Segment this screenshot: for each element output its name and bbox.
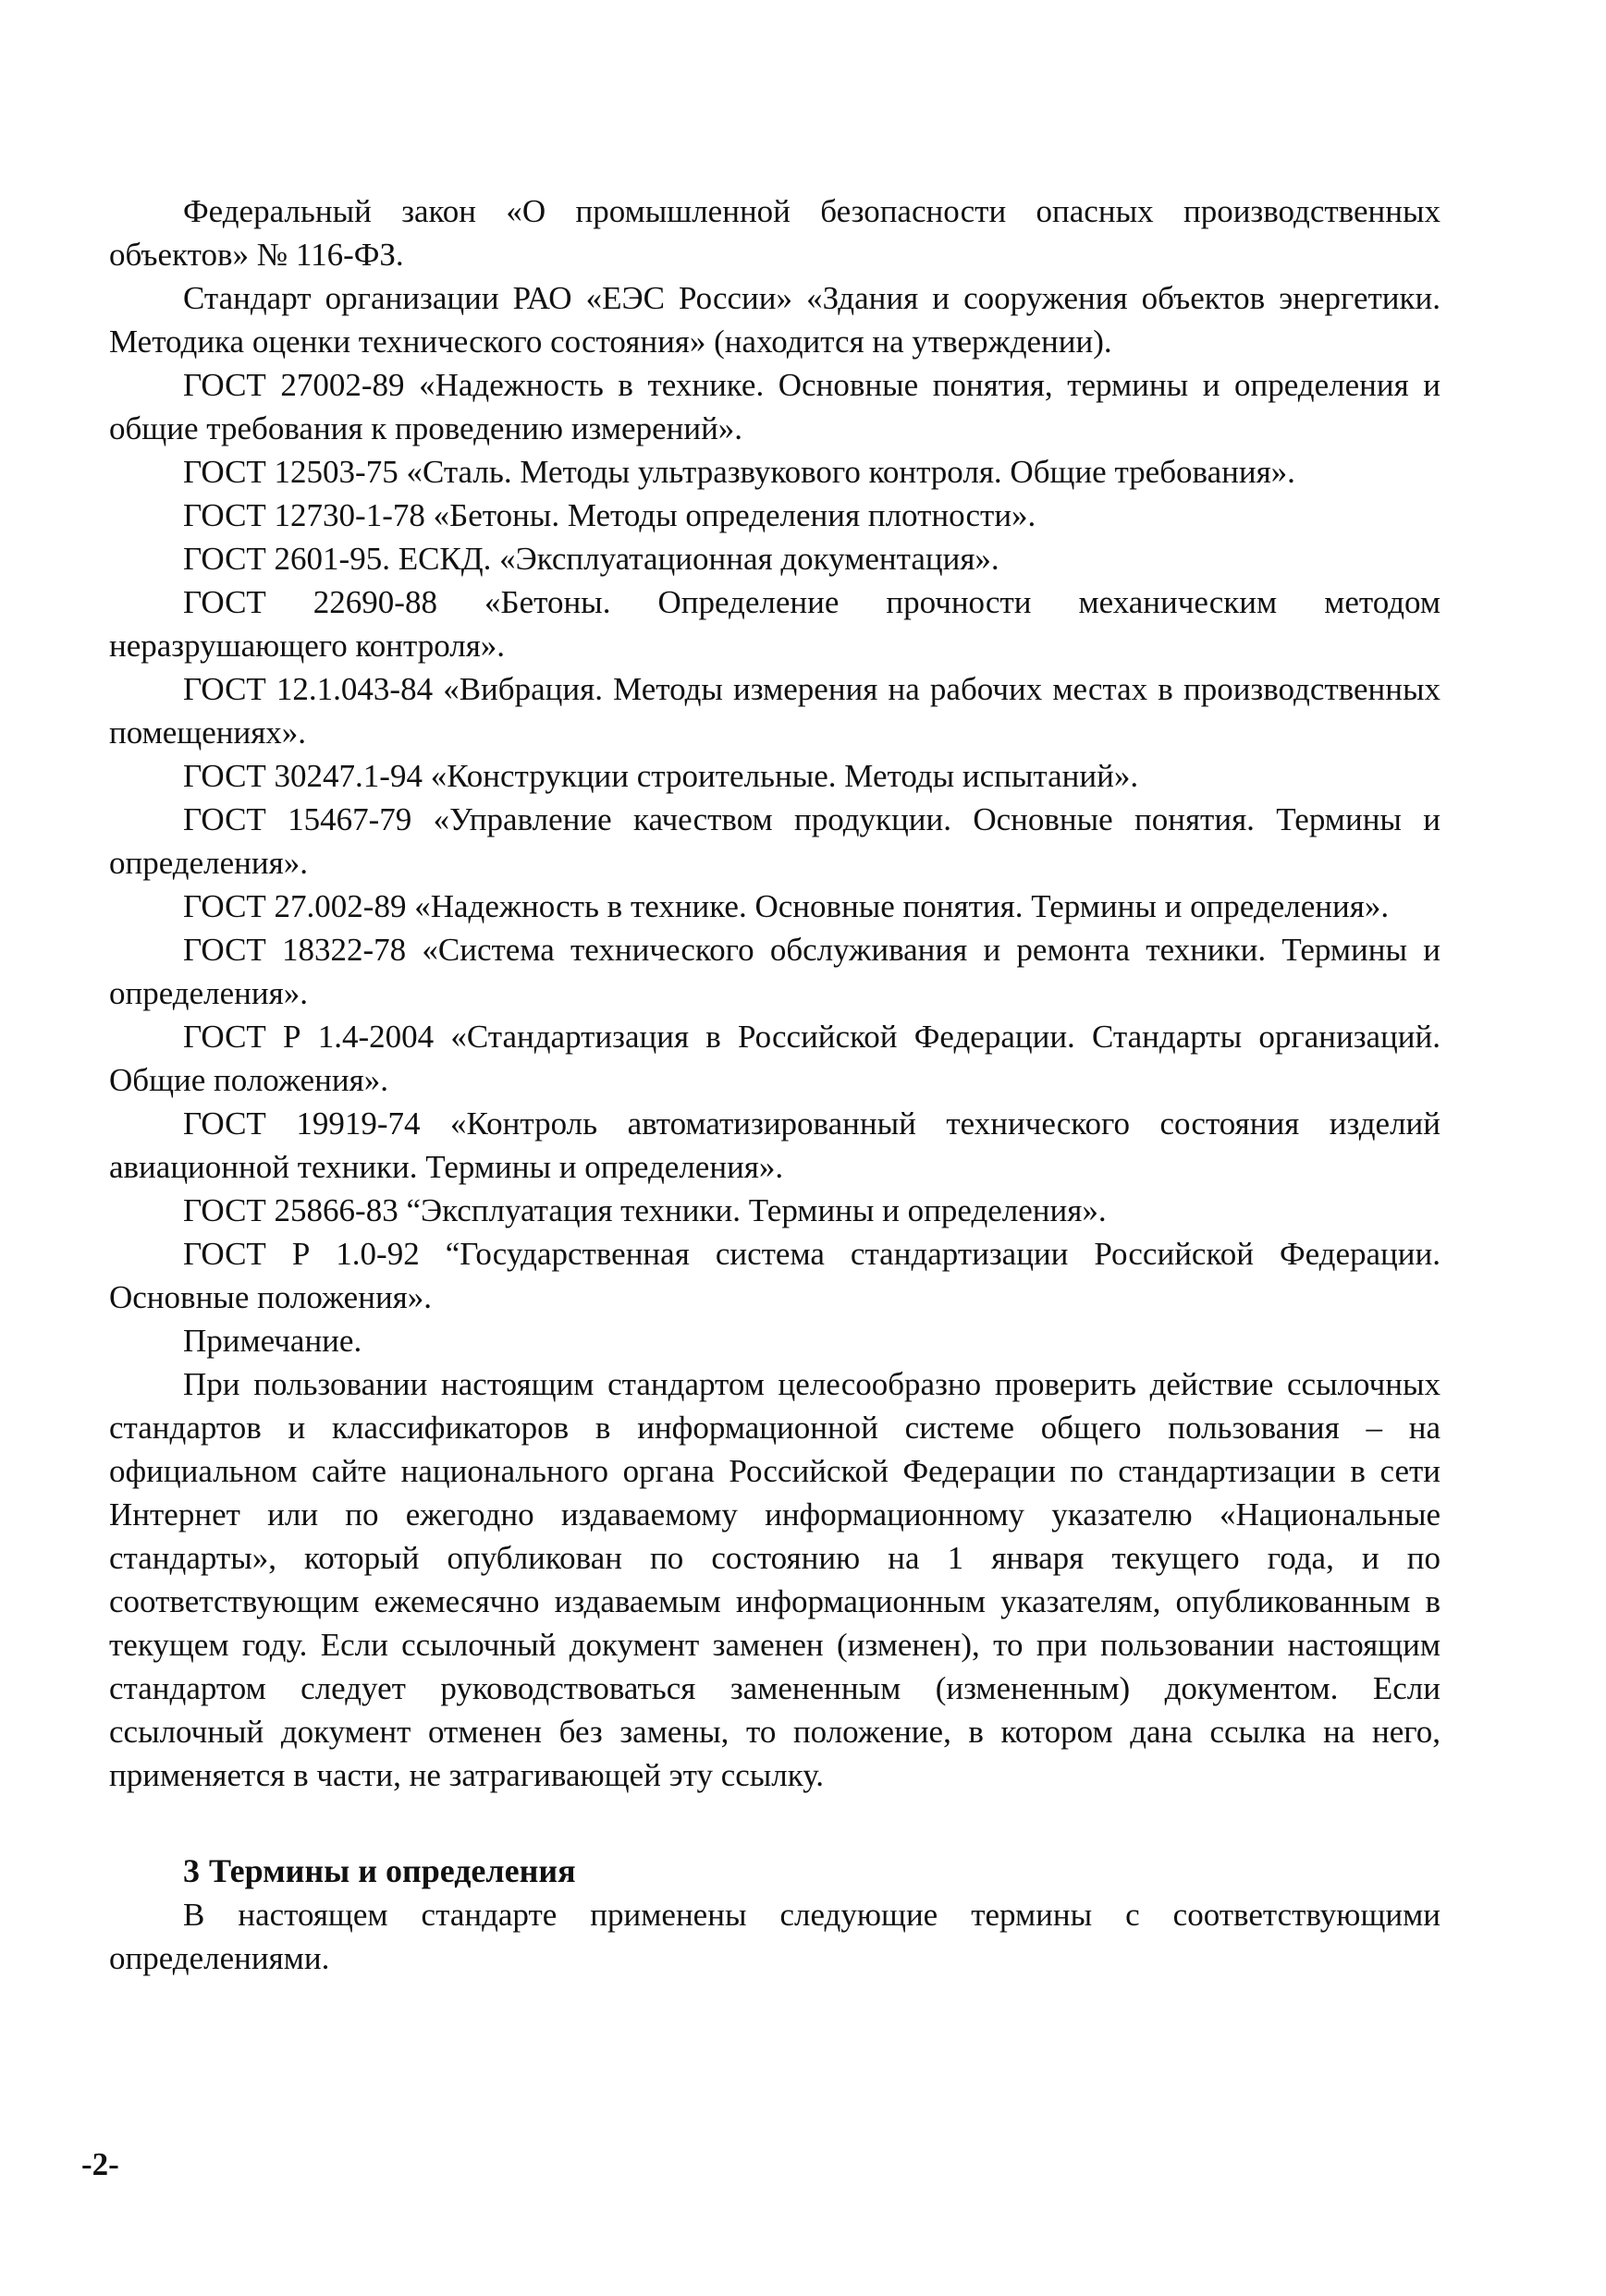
note-block [109, 1319, 1440, 1797]
note-label: Примечание. [183, 1323, 362, 1359]
reference-item: ГОСТ 15467-79 «Управление качеством продукции. Основные понятия. Термины и определения». [109, 801, 1440, 881]
page-content [109, 189, 1440, 1980]
reference-item: ГОСТ Р 1.4-2004 «Стандартизация в Российской Федерации. Стандарты организаций. Общие положения». [109, 1019, 1440, 1098]
reference-item: ГОСТ 27.002-89 «Надежность в технике. Основные понятия. Термины и определения». [183, 888, 1390, 924]
page-number: -2- [81, 2146, 119, 2182]
references-list [109, 189, 1440, 1319]
reference-item: ГОСТ 12503-75 «Сталь. Методы ультразвукового контроля. Общие требования». [183, 454, 1295, 490]
reference-item: ГОСТ 25866-83 “Эксплуатация техники. Термины и определения». [183, 1192, 1107, 1228]
section-number: 3 [183, 1852, 200, 1889]
reference-item: ГОСТ 27002-89 «Надежность в технике. Основные понятия, термины и определения и общие требования к проведению измерений». [109, 367, 1440, 446]
section-title: Термины и определения [209, 1852, 576, 1889]
reference-item: Стандарт организации РАО «ЕЭС России» «Здания и сооружения объектов энергетики. Методика оценки технического состояния» (находится на утверждении). [109, 280, 1440, 360]
reference-item: ГОСТ 19919-74 «Контроль автоматизированный технического состояния изделий авиационной техники. Термины и определения». [109, 1105, 1440, 1185]
section-intro: В настоящем стандарте применены следующие термины с соответствующими определениями. [109, 1897, 1440, 1976]
note-text: При пользовании настоящим стандартом целесообразно проверить действие ссылочных стандартов и классификаторов в информационной системе общего пользования – на официальном сайте национального органа Российской Федерации по стандартизации в сети Интернет или по ежегодно издаваемому информационному указателю «Национальные стандарты», который опубликован по состоянию на 1 января текущего года, и по соответствующим ежемесячно издаваемым информационным указателям, опубликованным в текущем году. Если ссылочный документ заменен (изменен), то при пользовании настоящим стандартом следует руководствоваться замененным (измененным) документом. Если ссылочный документ отменен без замены, то положение, в котором дана ссылка на него, применяется в части, не затрагивающей эту ссылку. [109, 1366, 1440, 1793]
reference-item: ГОСТ 22690-88 «Бетоны. Определение прочности механическим методом неразрушающего контроля». [109, 584, 1440, 664]
reference-item: Федеральный закон «О промышленной безопасности опасных производственных объектов» № 116-ФЗ. [109, 193, 1440, 273]
reference-item: ГОСТ 18322-78 «Система технического обслуживания и ремонта техники. Термины и определения». [109, 932, 1440, 1011]
reference-item: ГОСТ 12730-1-78 «Бетоны. Методы определения плотности». [183, 497, 1036, 533]
reference-item: ГОСТ 30247.1-94 «Конструкции строительные. Методы испытаний». [183, 758, 1139, 794]
reference-item: ГОСТ 12.1.043-84 «Вибрация. Методы измерения на рабочих местах в производственных помещениях». [109, 671, 1440, 751]
reference-item: ГОСТ Р 1.0-92 “Государственная система стандартизации Российской Федерации. Основные положения». [109, 1236, 1440, 1315]
reference-item: ГОСТ 2601-95. ЕСКД. «Эксплуатационная документация». [183, 541, 999, 577]
section-heading [109, 1850, 1440, 1893]
